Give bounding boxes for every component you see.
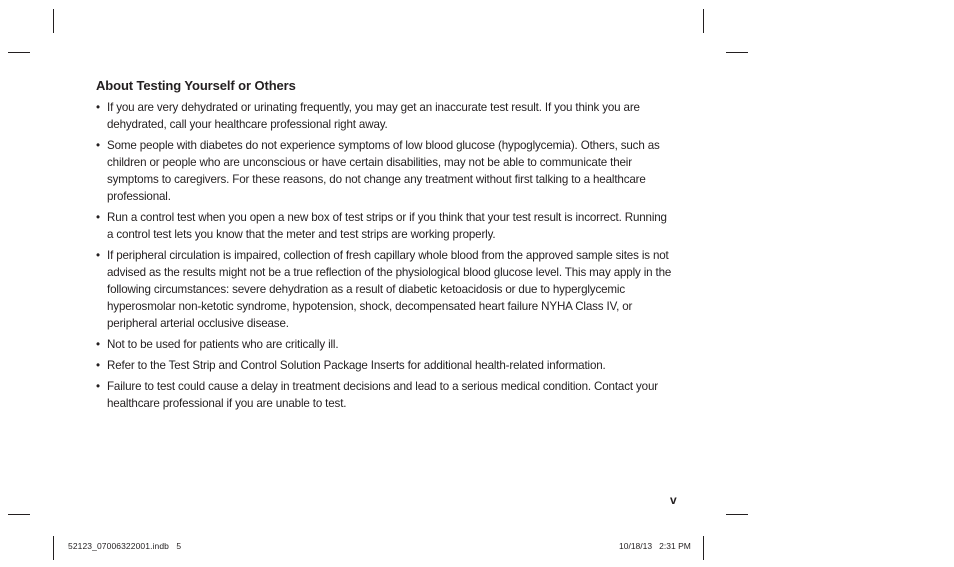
list-item (96, 99, 676, 133)
page-number: v (670, 493, 677, 507)
list-item (96, 336, 676, 353)
list-item-text: Failure to test could cause a delay in treatment decisions and lead to a serious medical condition. Contact your healthcare professional if you are unable to test. (107, 380, 658, 410)
crop-mark-bottom-left-horizontal (8, 514, 30, 515)
bullet-icon: • (96, 249, 100, 262)
bullet-icon: • (96, 101, 100, 114)
list-item-text: Not to be used for patients who are critically ill. (107, 338, 339, 351)
crop-mark-top-left-vertical (53, 9, 54, 33)
list-item-text: Refer to the Test Strip and Control Solution Package Inserts for additional health-related information. (107, 359, 606, 372)
crop-mark-bottom-right-horizontal (726, 514, 748, 515)
list-item (96, 357, 676, 374)
list-item-text: If peripheral circulation is impaired, collection of fresh capillary whole blood from the approved sample sites is not advised as the results might not be a true reflection of the physiological blood glucose level. This may apply in the following circumstances: severe dehydration as a result of diabetic ketoacidosis or due to hyperglycemic hyperosmolar non-ketotic syndrome, hypotension, shock, decompensated heart failure NYHA Class IV, or peripheral arterial occlusive disease. (107, 249, 672, 330)
list-item-text: Run a control test when you open a new box of test strips or if you think that your test result is incorrect. Running a control test lets you know that the meter and test strips are working properly. (107, 211, 667, 241)
crop-mark-bottom-right-vertical (703, 536, 704, 560)
section-heading: About Testing Yourself or Others (96, 78, 296, 93)
bullet-icon: • (96, 359, 100, 372)
list-item-text: Some people with diabetes do not experience symptoms of low blood glucose (hypoglycemia). Others, such as children or people who are unconscious or have certain disabilities, may not be able to communicate their symptoms to caregivers. For these reasons, do not change any treatment without first talking to a healthcare professional. (107, 139, 660, 203)
crop-mark-top-right-horizontal (726, 52, 748, 53)
crop-mark-top-left-horizontal (8, 52, 30, 53)
testing-section (96, 77, 676, 416)
bullet-icon: • (96, 139, 100, 152)
slug-datetime: 10/18/13 2:31 PM (619, 541, 691, 551)
slug-file-info: 52123_07006322001.indb 5 (68, 541, 182, 551)
bullet-icon: • (96, 338, 100, 351)
list-item (96, 378, 676, 412)
list-item (96, 209, 676, 243)
crop-mark-top-right-vertical (703, 9, 704, 33)
bullet-list (96, 99, 676, 412)
list-item (96, 137, 676, 205)
bullet-icon: • (96, 380, 100, 393)
list-item-text: If you are very dehydrated or urinating frequently, you may get an inaccurate test result. If you think you are dehydrated, call your healthcare professional right away. (107, 101, 640, 131)
crop-mark-bottom-left-vertical (53, 536, 54, 560)
list-item (96, 247, 676, 332)
bullet-icon: • (96, 211, 100, 224)
